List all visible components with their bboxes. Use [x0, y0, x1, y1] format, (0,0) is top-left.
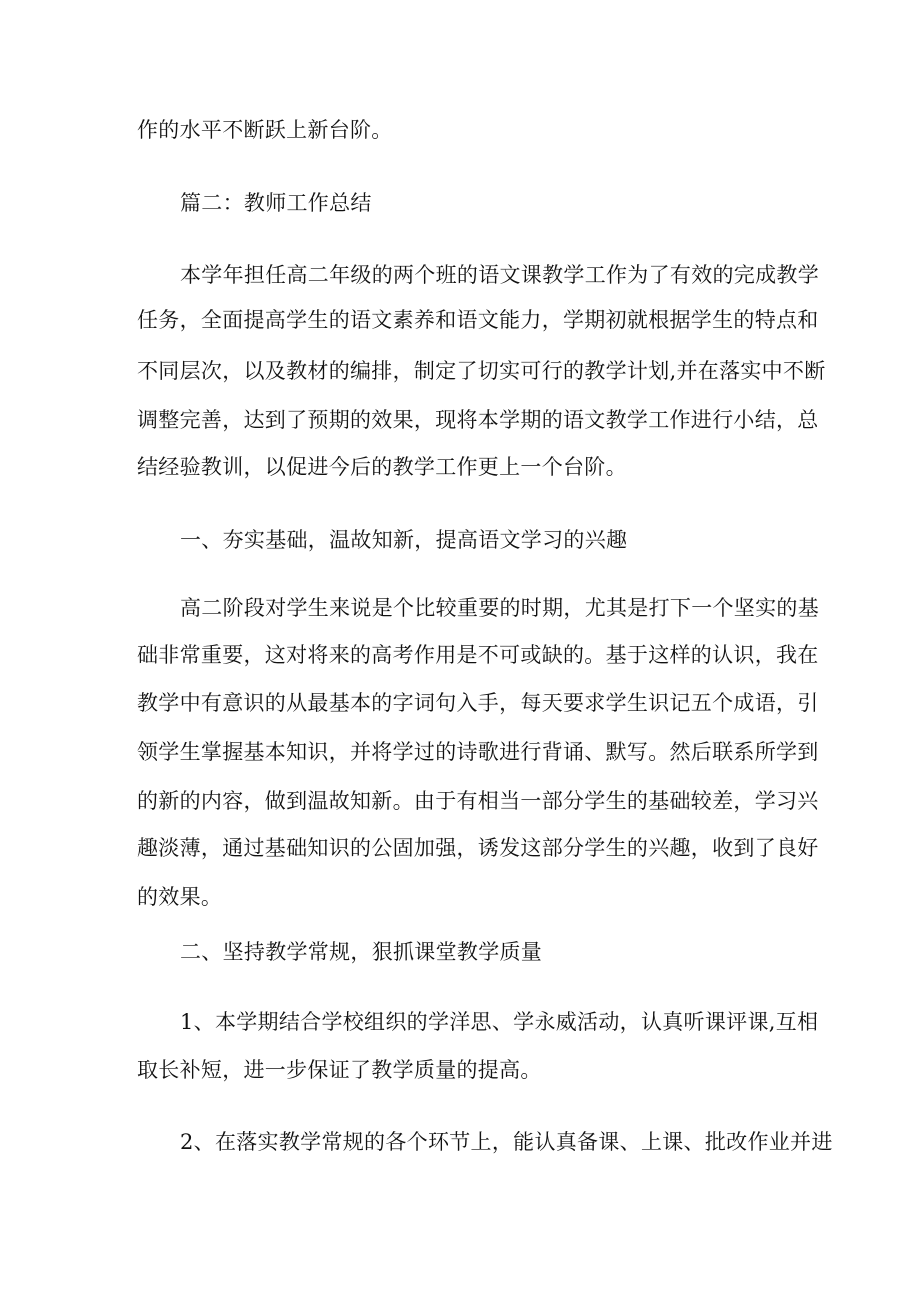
text-line: 的新的内容，做到温故知新。由于有相当一部分学生的基础较差，学习兴 [137, 789, 819, 813]
text-line: 础非常重要，这对将来的高考作用是不可或缺的。基于这样的认识，我在 [137, 643, 819, 667]
text-line: 作的水平不断跃上新台阶。 [137, 118, 393, 142]
text-line: 调整完善，达到了预期的效果，现将本学期的语文教学工作进行小结，总 [137, 408, 819, 432]
text-line: 领学生掌握基本知识，并将学过的诗歌进行背诵、默写。然后联系所学到 [137, 740, 819, 764]
subsection-heading: 二、坚持教学常规，狠抓课堂教学质量 [180, 940, 543, 964]
text-line: 取长补短，进一步保证了教学质量的提高。 [137, 1058, 542, 1082]
text-line: 的效果。 [137, 885, 223, 909]
text-line: 趣淡薄，通过基础知识的公固加强，诱发这部分学生的兴趣，收到了良好 [137, 836, 819, 860]
section-heading: 篇二：教师工作总结 [180, 191, 372, 215]
text-line: 1、本学期结合学校组织的学洋思、学永威活动，认真听课评课,互相 [180, 1010, 819, 1034]
text-line: 不同层次，以及教材的编排，制定了切实可行的教学计划,并在落实中不断 [137, 359, 826, 383]
text-line: 任务，全面提高学生的语文素养和语文能力，学期初就根据学生的特点和 [137, 308, 819, 332]
text-line: 2、在落实教学常规的各个环节上，能认真备课、上课、批改作业并进 [180, 1130, 833, 1154]
subsection-heading: 一、夯实基础，温故知新，提高语文学习的兴趣 [180, 528, 628, 552]
text-line: 教学中有意识的从最基本的字词句入手，每天要求学生识记五个成语，引 [137, 691, 819, 715]
text-line: 高二阶段对学生来说是个比较重要的时期，尤其是打下一个坚实的基 [180, 596, 819, 620]
text-line: 结经验教训，以促进今后的教学工作更上一个台阶。 [137, 455, 627, 479]
text-line: 本学年担任高二年级的两个班的语文课教学工作为了有效的完成教学 [180, 263, 819, 287]
